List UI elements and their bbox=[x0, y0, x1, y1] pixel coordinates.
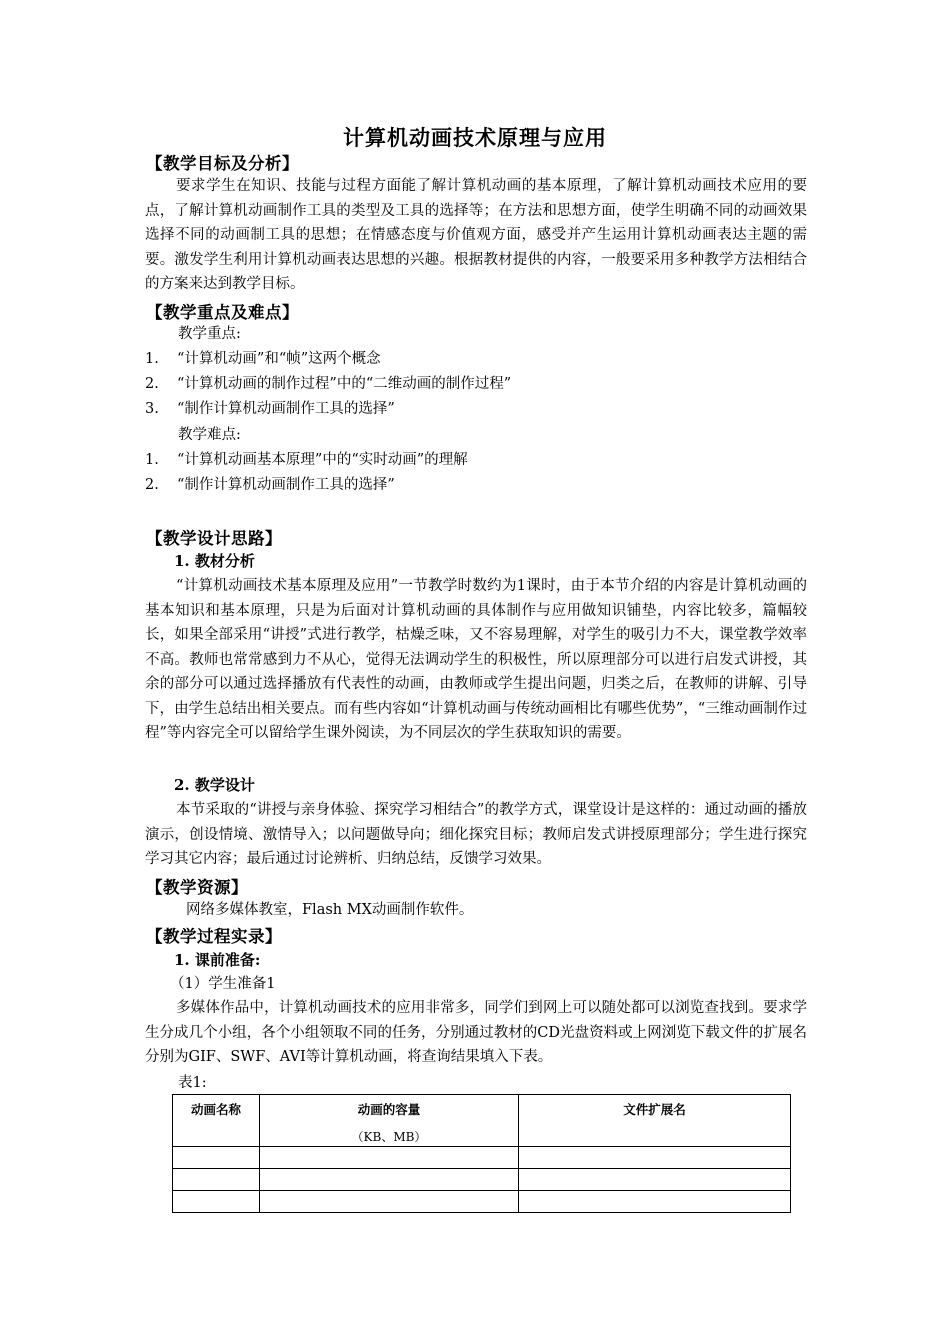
focus-item-number: 3. bbox=[145, 401, 159, 417]
header-size: 动画的容量 bbox=[357, 1102, 421, 1117]
focus-label: 教学重点: bbox=[178, 326, 241, 342]
table-row bbox=[173, 1191, 791, 1213]
focus-item-number: 2. bbox=[145, 376, 159, 392]
objectives-paragraph: 要求学生在知识、技能与过程方面能了解计算机动画的基本原理，了解计算机动画技术应用的要点，了解计算机动画制作工具的类型及工具的选择等；在方法和思想方面，使学生明确不同的动画效果选择不同的动画制工具的思想；在情感态度与价值观方面，感受并产生运用计算机动画表达主题的需要。激发学生利用计算机动画表达思想的兴趣。根据教材提供的内容，一般要采用多种教学方法相结合的方案来达到教学目标。 bbox=[145, 178, 807, 292]
table-cell[interactable] bbox=[519, 1191, 791, 1213]
header-name: 动画名称 bbox=[190, 1102, 241, 1117]
process-subheading-prep: 1. 课前准备: bbox=[174, 951, 261, 969]
table-cell[interactable] bbox=[260, 1191, 519, 1213]
focus-item-text: “计算机动画”和“帧”这两个概念 bbox=[177, 351, 381, 367]
table-cell[interactable] bbox=[260, 1147, 519, 1169]
table-header-cell bbox=[260, 1095, 519, 1147]
key-points-heading: 【教学重点及难点】 bbox=[146, 303, 299, 322]
focus-item-text: “制作计算机动画制作工具的选择” bbox=[177, 401, 395, 417]
focus-item bbox=[145, 349, 381, 369]
focus-item bbox=[145, 374, 511, 394]
table-header-cell bbox=[173, 1095, 260, 1147]
table-caption: 表1: bbox=[178, 1075, 207, 1091]
table-cell[interactable] bbox=[173, 1169, 260, 1191]
table-cell[interactable] bbox=[519, 1147, 791, 1169]
student-prep-item: （1）学生准备1 bbox=[170, 976, 276, 992]
table-header-row bbox=[173, 1095, 791, 1147]
table-cell[interactable] bbox=[173, 1191, 260, 1213]
table-cell[interactable] bbox=[173, 1147, 260, 1169]
table-header-cell bbox=[519, 1095, 791, 1147]
header-extension: 文件扩展名 bbox=[623, 1102, 686, 1117]
table-cell[interactable] bbox=[519, 1169, 791, 1191]
table-row bbox=[173, 1147, 791, 1169]
materials-paragraph: “计算机动画技术基本原理及应用”一节教学时数约为1课时，由于本节介绍的内容是计算机动画的基本知识和基本原理，只是为后面对计算机动画的具体制作与应用做知识铺垫，内容比较多，篇幅较长，如果全部采用“讲授”式进行教学，枯燥乏味，又不容易理解，对学生的吸引力不大，课堂教学效率不高。教师也常常感到力不从心，觉得无法调动学生的积极性，所以原理部分可以进行启发式讲授，其余的部分可以通过选择播放有代表性的动画，由教师或学生提出问题，归类之后，在教师的讲解、引导下，由学生总结出相关要点。而有些内容如“计算机动画与传统动画相比有哪些优势”，“三维动画制作过程”等内容完全可以留给学生课外阅读，为不同层次的学生获取知识的需要。 bbox=[145, 578, 807, 741]
difficulty-item bbox=[145, 450, 468, 470]
table-cell[interactable] bbox=[260, 1169, 519, 1191]
difficulty-item-number: 2. bbox=[145, 477, 159, 493]
page-title: 计算机动画技术原理与应用 bbox=[343, 125, 607, 150]
design-subheading-materials: 1. 教材分析 bbox=[174, 552, 255, 570]
table-row bbox=[173, 1169, 791, 1191]
resources-text: 网络多媒体教室，Flash MX动画制作软件。 bbox=[186, 902, 474, 918]
objectives-heading: 【教学目标及分析】 bbox=[146, 154, 299, 173]
resources-heading: 【教学资源】 bbox=[146, 878, 248, 897]
difficulty-item-number: 1. bbox=[145, 452, 159, 468]
teaching-design-paragraph: 本节采取的“讲授与亲身体验、探究学习相结合”的教学方式，课堂设计是这样的：通过动画的播放演示，创设情境、激情导入；以问题做导向；细化探究目标；教师启发式讲授原理部分；学生进行探究学习其它内容；最后通过讨论辨析、归纳总结，反馈学习效果。 bbox=[145, 802, 807, 867]
header-size-unit: （KB、MB） bbox=[351, 1130, 427, 1144]
process-heading: 【教学过程实录】 bbox=[146, 927, 282, 946]
difficulty-item bbox=[145, 475, 395, 495]
difficulty-item-text: “计算机动画基本原理”中的“实时动画”的理解 bbox=[177, 452, 468, 468]
design-heading: 【教学设计思路】 bbox=[146, 529, 282, 548]
process-paragraph: 多媒体作品中，计算机动画技术的应用非常多，同学们到网上可以随处都可以浏览查找到。要求学生分成几个小组，各个小组领取不同的任务，分别通过教材的CD光盘资料或上网浏览下载文件的扩展名分别为GIF、SWF、AVI等计算机动画，将查询结果填入下表。 bbox=[145, 1000, 807, 1065]
focus-item-text: “计算机动画的制作过程”中的“二维动画的制作过程” bbox=[177, 376, 512, 392]
design-subheading-teaching: 2. 教学设计 bbox=[174, 776, 255, 794]
animation-table bbox=[172, 1094, 791, 1213]
focus-item bbox=[145, 399, 395, 419]
difficulty-item-text: “制作计算机动画制作工具的选择” bbox=[177, 477, 395, 493]
difficulty-label: 教学难点: bbox=[178, 427, 241, 443]
focus-item-number: 1. bbox=[145, 351, 159, 367]
